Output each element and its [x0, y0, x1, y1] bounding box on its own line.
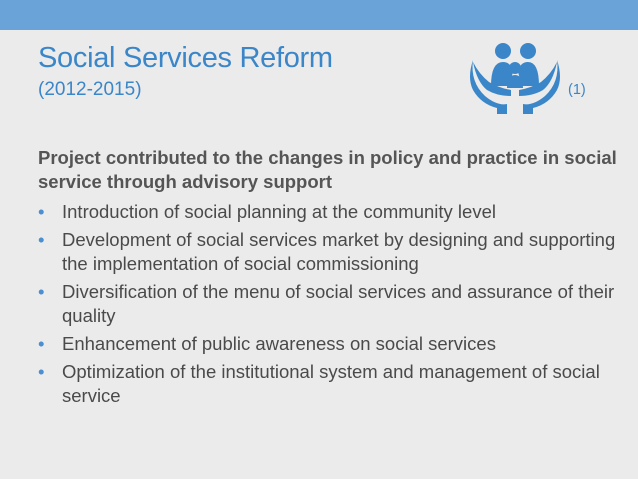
- bullet-icon: •: [38, 361, 45, 382]
- bullet-icon: •: [38, 201, 45, 222]
- bullet-item: [38, 228, 618, 276]
- bullet-item: [38, 280, 618, 328]
- bullet-item: [38, 332, 618, 356]
- slide-subtitle: (2012-2015): [38, 79, 142, 100]
- bullet-list: [38, 200, 618, 408]
- bullet-text: Diversification of the menu of social services and assurance of their quality: [62, 281, 615, 326]
- lead-statement: Project contributed to the changes in policy and practice in social service through advisory support: [38, 147, 617, 192]
- bullet-text: Enhancement of public awareness on social services: [62, 333, 496, 354]
- bullet-item: [38, 360, 618, 408]
- bullet-icon: •: [38, 281, 45, 302]
- bullet-icon: •: [38, 333, 45, 354]
- slide-body: [38, 146, 618, 412]
- bullet-item: [38, 200, 618, 224]
- slide-title: Social Services Reform: [38, 42, 333, 74]
- bullet-text: Optimization of the institutional system and management of social service: [62, 361, 600, 406]
- family-in-hands-icon: [467, 38, 563, 116]
- reference-marker: (1): [568, 82, 586, 98]
- top-accent-bar: [0, 0, 638, 30]
- bullet-icon: •: [38, 229, 45, 250]
- bullet-text: Introduction of social planning at the community level: [62, 201, 496, 222]
- bullet-text: Development of social services market by designing and supporting the implementation of social commissioning: [62, 229, 616, 274]
